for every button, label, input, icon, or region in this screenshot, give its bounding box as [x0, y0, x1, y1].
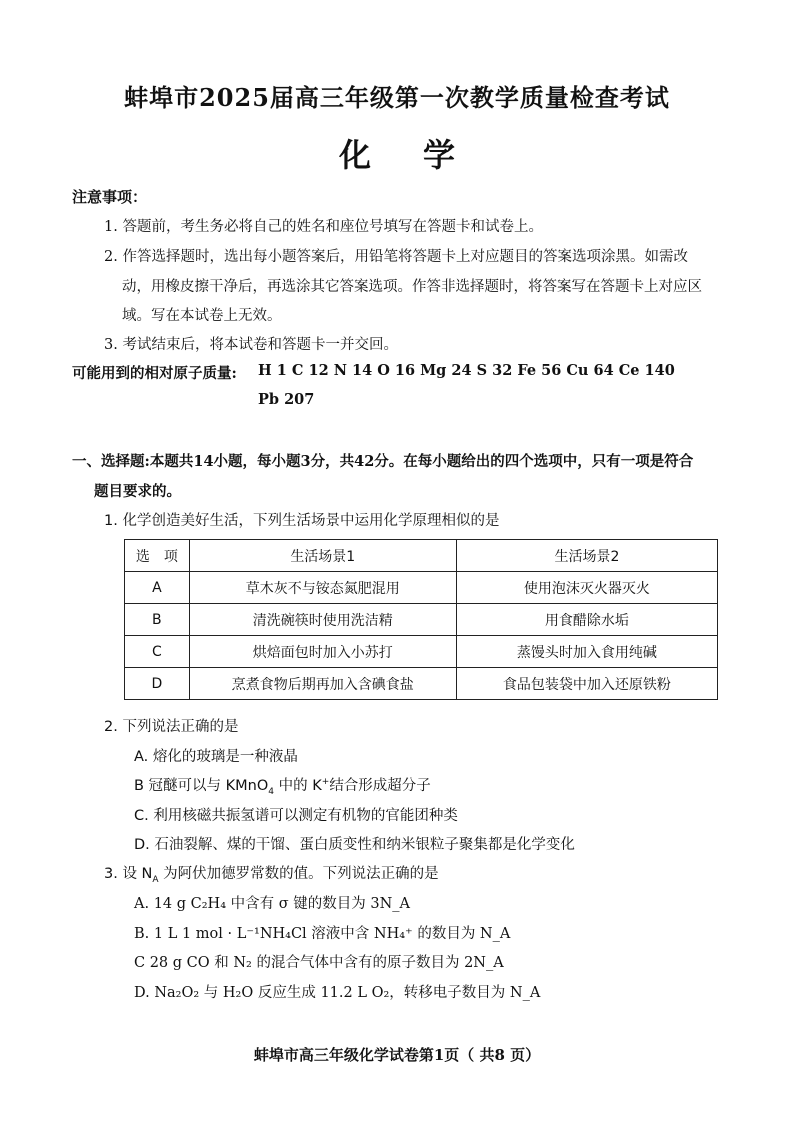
page-footer: 蚌埠市高三年级化学试卷第1页（ 共8 页）	[253, 1046, 541, 1064]
table-cell: 蒸馒头时加入食用纯碱	[456, 636, 717, 668]
question-1-table	[124, 539, 718, 700]
question-2-option-c: C. 利用核磁共振氢谱可以测定有机物的官能团种类	[134, 808, 458, 824]
table-row	[125, 636, 718, 668]
exam-title: 蚌埠市2025届高三年级第一次教学质量检查考试	[124, 83, 670, 112]
table-cell-option: D	[125, 668, 190, 700]
table-row	[125, 572, 718, 604]
table-cell-option: A	[125, 572, 190, 604]
table-cell-option: C	[125, 636, 190, 668]
question-2-option-a: A. 熔化的玻璃是一种液晶	[134, 749, 298, 765]
notice-item-2-line-2: 动，用橡皮擦干净后，再选涂其它答案选项。作答非选择题时，将答案写在答题卡上对应区	[122, 279, 702, 295]
superscript: +	[321, 777, 330, 788]
question-2-stem: 2. 下列说法正确的是	[104, 719, 239, 735]
section-1-instruction-2: 题目要求的。	[94, 483, 181, 500]
table-cell-option: B	[125, 604, 190, 636]
table-row	[125, 668, 718, 700]
table-row	[125, 604, 718, 636]
question-3-option-b: B. 1 L 1 mol · L⁻¹NH₄Cl 溶液中含 NH₄⁺ 的数目为 N_A	[134, 926, 511, 942]
question-3-option-a: A. 14 g C₂H₄ 中含有 σ 键的数目为 3N_A	[134, 896, 410, 912]
notice-item-1: 1. 答题前，考生务必将自己的姓名和座位号填写在答题卡和试卷上。	[104, 219, 543, 235]
stem-text: 3. 设 N	[104, 866, 153, 882]
atomic-mass-values: H 1 C 12 N 14 O 16 Mg 24 S 32 Fe 56 Cu 64 Ce 140	[258, 362, 675, 379]
table-cell: 烹煮食物后期再加入含碘食盐	[189, 668, 456, 700]
subscript: A	[152, 874, 159, 885]
option-b-text-2: 中的 K	[274, 778, 322, 794]
atomic-mass-values-2: Pb 207	[258, 391, 315, 408]
question-3-option-d: D. Na₂O₂ 与 H₂O 反应生成 11.2 L O₂，转移电子数目为 N_A	[134, 985, 541, 1001]
atomic-mass-label: 可能用到的相对原子质量:	[72, 365, 237, 382]
question-1-stem: 1. 化学创造美好生活，下列生活场景中运用化学原理相似的是	[104, 513, 500, 529]
question-2-option-b	[134, 774, 431, 797]
table-header: 选 项	[125, 540, 190, 572]
notice-item-2-line-3: 域。写在本试卷上无效。	[122, 308, 282, 324]
table-cell: 用食醋除水垢	[456, 604, 717, 636]
option-b-text-3: 结合形成超分子	[329, 778, 431, 794]
table-header: 生活场景1	[189, 540, 456, 572]
question-3-stem	[104, 862, 439, 885]
table-cell: 使用泡沫灭火器灭火	[456, 572, 717, 604]
notice-item-2-line-1: 2. 作答选择题时，选出每小题答案后，用铅笔将答题卡上对应题目的答案选项涂黑。如需改	[104, 249, 688, 265]
table-cell: 草木灰不与铵态氮肥混用	[189, 572, 456, 604]
section-1-instruction: 一、选择题:本题共14小题，每小题3分，共42分。在每小题给出的四个选项中，只有一项是符合	[72, 453, 694, 470]
subscript: 4	[268, 786, 275, 797]
table-header: 生活场景2	[456, 540, 717, 572]
stem-text-2: 为阿伏加德罗常数的值。下列说法正确的是	[158, 866, 439, 882]
notice-item-3: 3. 考试结束后，将本试卷和答题卡一并交回。	[104, 337, 398, 353]
option-b-text: B 冠醚可以与 KMnO	[134, 778, 269, 794]
subject-title: 化学	[338, 136, 507, 174]
table-cell: 清洗碗筷时使用洗洁精	[189, 604, 456, 636]
table-cell: 食品包装袋中加入还原铁粉	[456, 668, 717, 700]
question-2-option-d: D. 石油裂解、煤的干馏、蛋白质变性和纳米银粒子聚集都是化学变化	[134, 837, 575, 853]
table-header-row	[125, 540, 718, 572]
notice-heading: 注意事项：	[72, 188, 148, 206]
question-3-option-c: C 28 g CO 和 N₂ 的混合气体中含有的原子数目为 2N_A	[134, 955, 504, 971]
table-cell: 烘焙面包时加入小苏打	[189, 636, 456, 668]
